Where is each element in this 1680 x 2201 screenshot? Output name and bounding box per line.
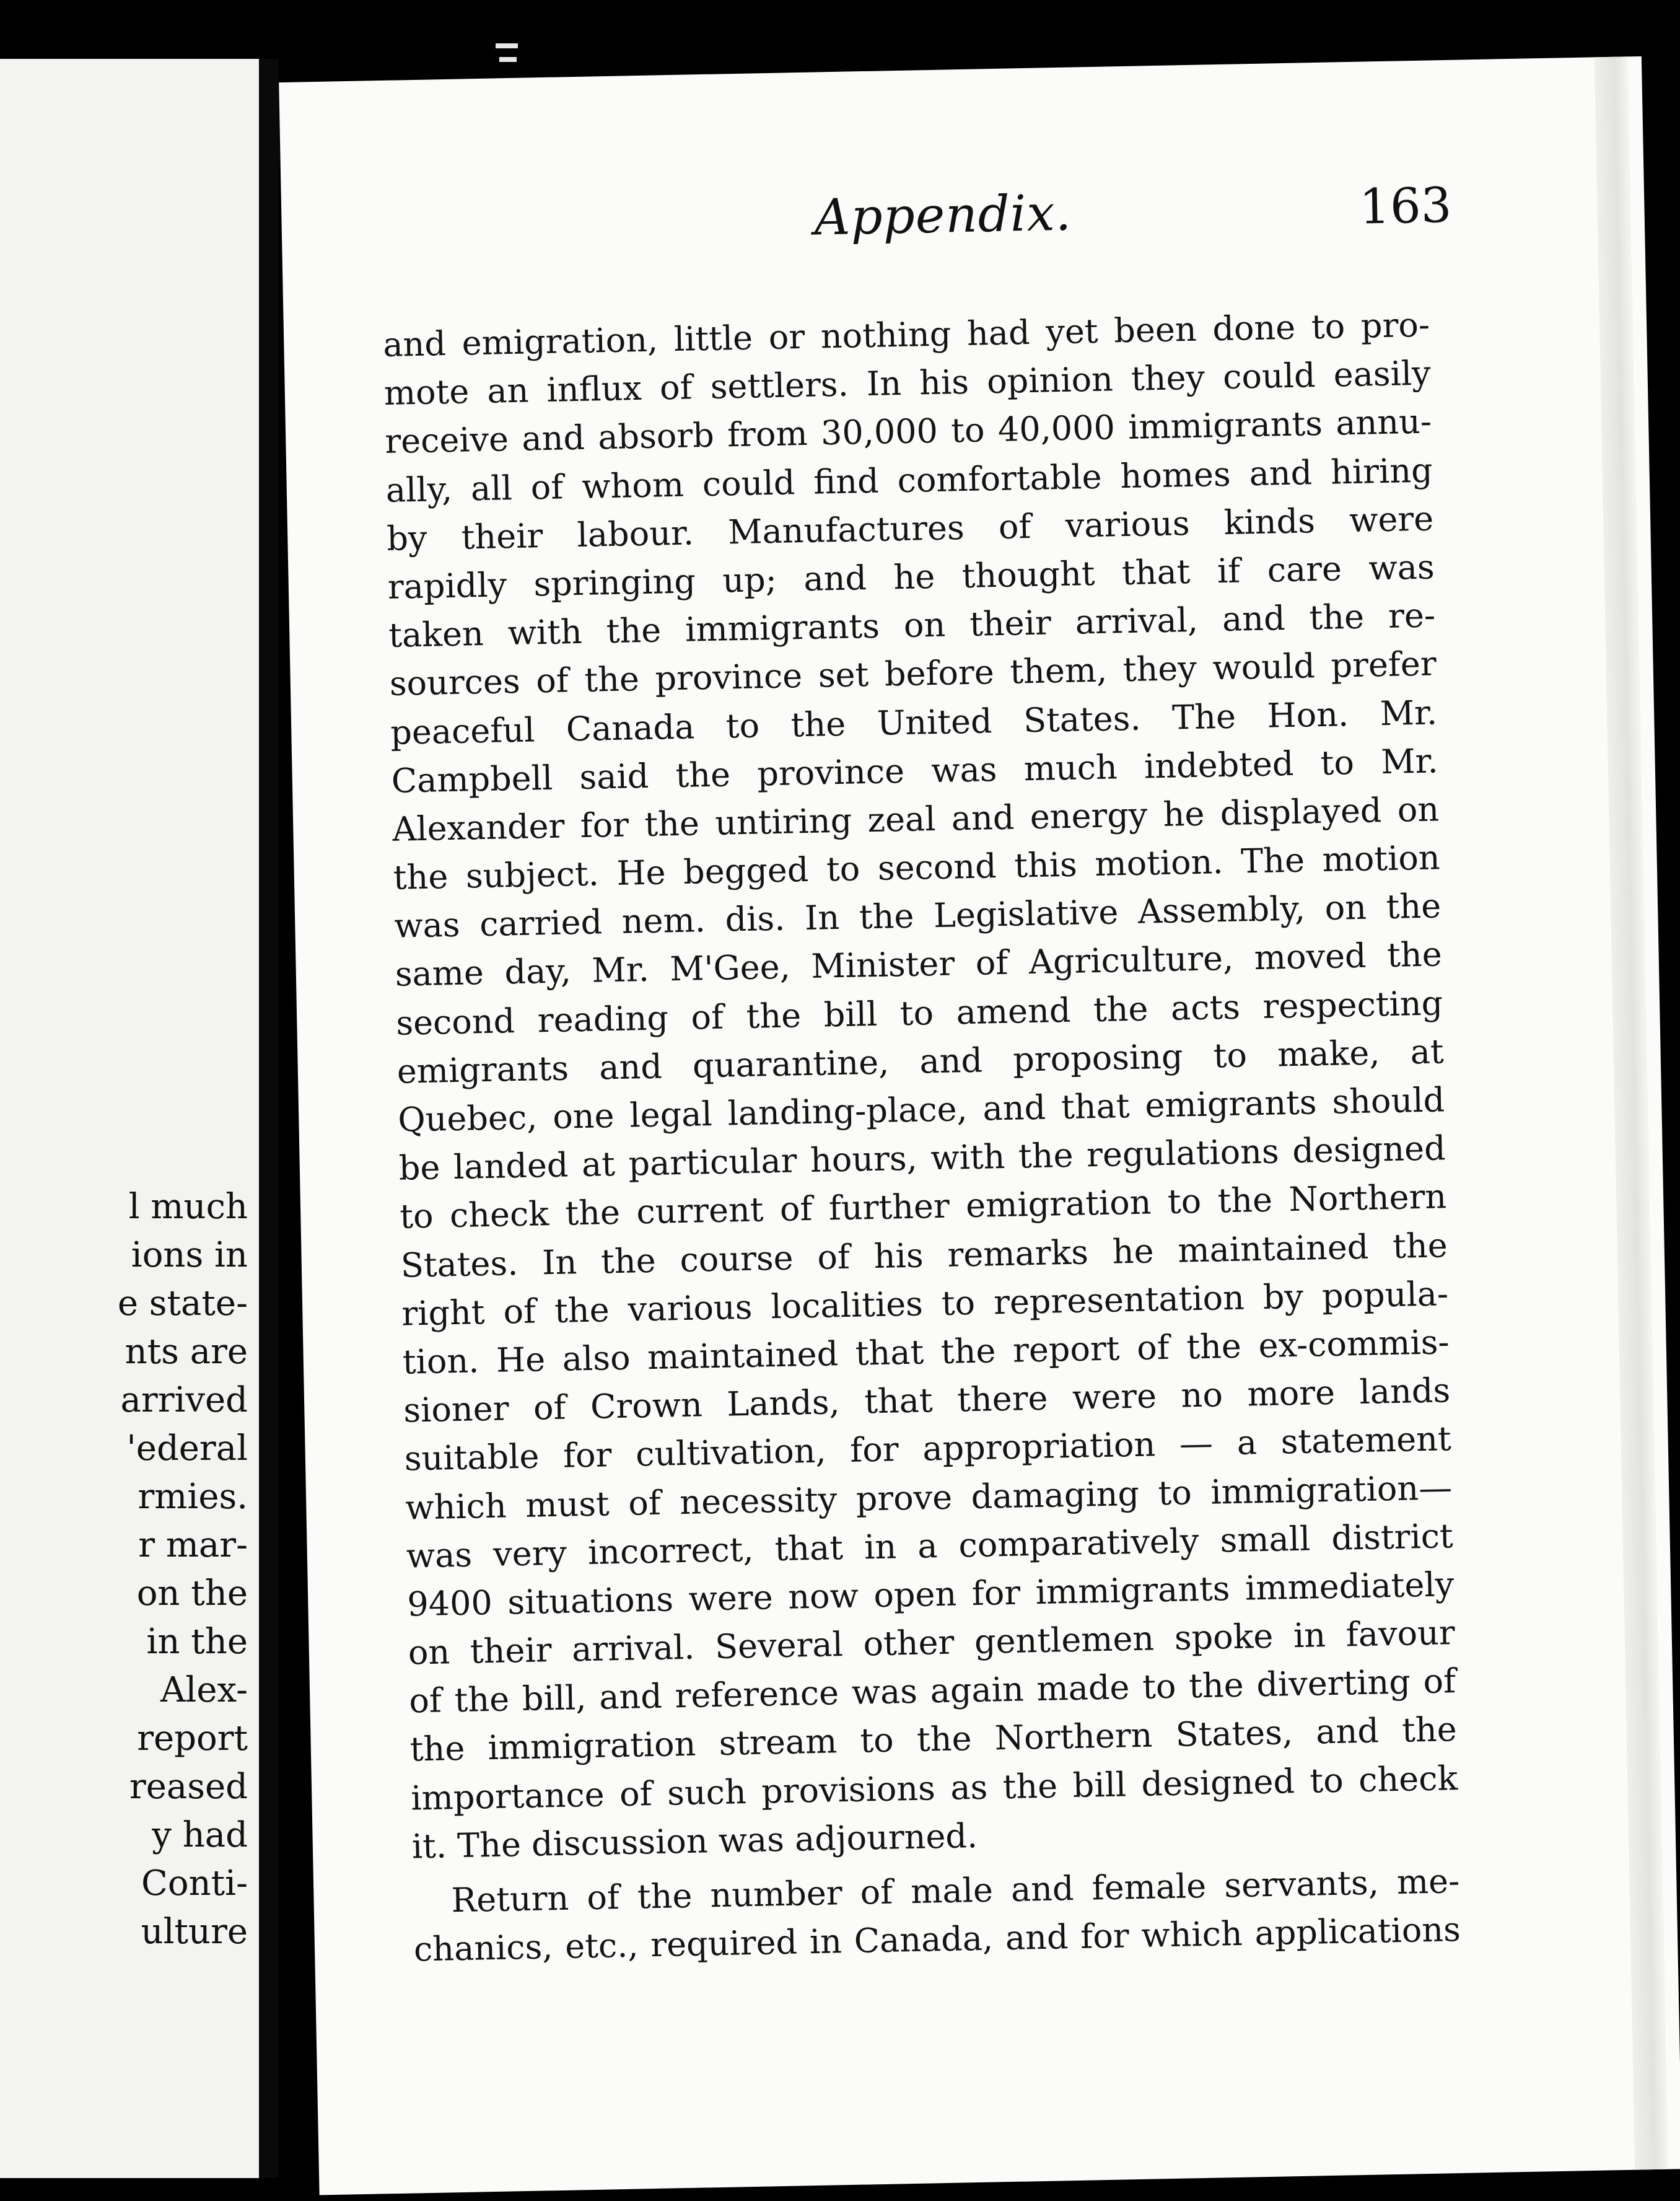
- left-page-line: ulture: [141, 1912, 248, 1952]
- left-page-line: l much: [128, 1187, 248, 1227]
- left-page-line: on the: [136, 1573, 248, 1614]
- left-page-line: arrived: [120, 1380, 248, 1420]
- text-line: by their labour. Manufactures of various kinds were: [386, 499, 1434, 558]
- text-line: Quebec, one legal landing-place, and that emigrants should: [397, 1080, 1445, 1140]
- text-line: and emigration, little or nothing had yet been done to pro-: [382, 305, 1430, 364]
- text-line: importance of such provisions as the bill designed to check: [410, 1758, 1458, 1818]
- text-line: be landed at particular hours, with the regulations designed: [398, 1128, 1446, 1188]
- text-line: which must of necessity prove damaging to immigration—: [405, 1467, 1453, 1527]
- text-line: of the bill, and reference was again made to the diverting of: [408, 1661, 1456, 1721]
- body-text: [383, 301, 1461, 1974]
- left-page-line: y had: [152, 1815, 248, 1855]
- text-line: receive and absorb from 30,000 to 40,000 immigrants annu-: [384, 402, 1432, 462]
- text-line: right of the various localities to representation by popula-: [401, 1273, 1449, 1333]
- text-line: on their arrival. Several other gentlemen spoke in favour: [408, 1613, 1456, 1672]
- text-line: was carried nem. dis. In the Legislative Assembly, on the: [393, 886, 1442, 946]
- scan-mark: [496, 43, 518, 48]
- text-line: Alexander for the untiring zeal and energy he displayed on: [392, 789, 1440, 849]
- left-page-line: nts are: [125, 1332, 248, 1372]
- left-page-line: 'ederal: [126, 1428, 248, 1469]
- text-line: sioner of Crown Lands, that there were no more lands: [403, 1371, 1451, 1430]
- text-line: States. In the course of his remarks he maintained the: [400, 1225, 1448, 1285]
- book-gutter: [259, 59, 279, 2178]
- scan-mark: [499, 57, 517, 62]
- text-line: Campbell said the province was much indebted to Mr.: [391, 741, 1439, 801]
- text-line: ally, all of whom could find comfortable homes and hiring: [385, 450, 1433, 510]
- text-line: was very incorrect, that in a comparatively small district: [406, 1516, 1454, 1576]
- right-page: [279, 56, 1680, 2195]
- text-line: it. The discussion was adjourned.: [411, 1816, 978, 1866]
- text-line: taken with the immigrants on their arrival, and the re-: [388, 595, 1436, 655]
- text-line: to check the current of further emigration to the Northern: [399, 1177, 1447, 1237]
- text-line: the subject. He begged to second this motion. The motion: [393, 838, 1441, 897]
- text-line: the immigration stream to the Northern States, and the: [409, 1710, 1458, 1769]
- paragraph: [413, 1857, 1461, 1974]
- left-page-line: Alex-: [160, 1670, 248, 1710]
- left-page-line: e state-: [117, 1283, 248, 1324]
- page-number: 163: [1358, 177, 1453, 235]
- text-line: sources of the province set before them, they would prefer: [389, 644, 1437, 704]
- text-line: chanics, etc., required in Canada, and for which applications: [413, 1910, 1461, 1969]
- text-line: second reading of the bill to amend the acts respecting: [395, 983, 1443, 1043]
- text-line: peaceful Canada to the United States. The Hon. Mr.: [390, 692, 1438, 752]
- paragraph: [383, 301, 1459, 1871]
- left-page-line: report: [137, 1718, 248, 1759]
- text-line: rapidly springing up; and he thought that if care was: [387, 547, 1435, 607]
- running-header: Appendix.: [813, 183, 1072, 247]
- text-line: same day, Mr. M'Gee, Minister of Agriculture, moved the: [395, 934, 1443, 995]
- text-line: 9400 situations were now open for immigrants immediately: [406, 1565, 1455, 1624]
- left-page-line: reased: [129, 1767, 248, 1807]
- left-page-line: r mar-: [138, 1525, 248, 1565]
- page-edge: [1595, 56, 1668, 2169]
- left-facing-page: [0, 59, 259, 2178]
- text-line: emigrants and quarantine, and proposing to make, at: [396, 1032, 1445, 1091]
- left-page-line: Conti-: [141, 1863, 248, 1904]
- text-line: suitable for cultivation, for appropriation — a statement: [404, 1419, 1452, 1478]
- text-line: tion. He also maintained that the report of the ex-commis-: [402, 1322, 1450, 1382]
- text-line: Return of the number of male and female servants, me-: [450, 1861, 1460, 1920]
- text-line: mote an influx of settlers. In his opinion they could easily: [383, 353, 1432, 413]
- left-page-line: rmies.: [138, 1477, 248, 1517]
- left-page-line: ions in: [131, 1235, 248, 1275]
- left-page-line: in the: [146, 1622, 248, 1662]
